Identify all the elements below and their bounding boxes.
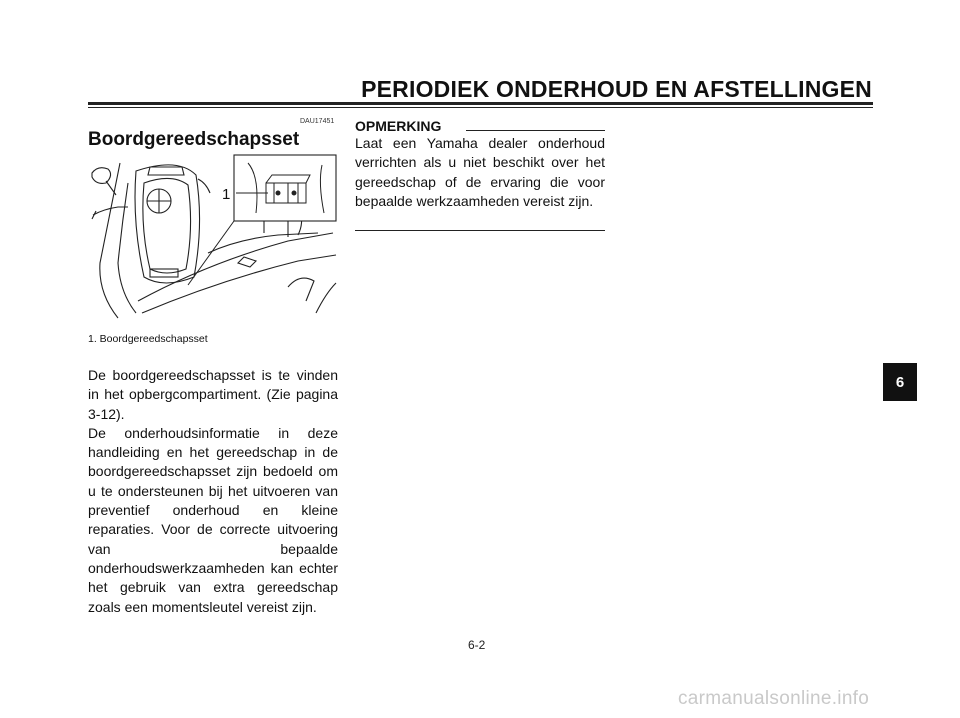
header-rule-thin xyxy=(88,107,873,108)
watermark: carmanualsonline.info xyxy=(678,688,870,709)
note-rule-top xyxy=(466,130,605,131)
header-rule-thick xyxy=(88,102,873,105)
toolkit-illustration xyxy=(88,153,338,323)
body-text xyxy=(88,366,338,617)
body-paragraph: De onderhoudsinformatie in deze handleiding en het gereedschap in de boordgereedschapsset zijn bedoeld om u te ondersteunen bij het uitvoeren van preventief onderhoud en kleine reparaties. Voor de correcte uitvoering van bepaalde onderhoudswerkzaamheden kan echter het gebruik van extra gereedschap zoals een momentsleutel vereist zijn. xyxy=(88,424,338,615)
document-code: DAU17451 xyxy=(300,118,335,125)
note-title: OPMERKING xyxy=(355,118,442,134)
section-title: Boordgereedschapsset xyxy=(88,129,300,150)
body-paragraph: De boordgereedschapsset is te vinden in het opbergcompartiment. (Zie pagina 3-12). xyxy=(88,367,338,422)
page-number: 6-2 xyxy=(468,638,486,652)
callout-number: 1 xyxy=(222,186,231,203)
note-text: Laat een Yamaha dealer onderhoud verrichten als u niet beschikt over het gereedschap of de ervaring die voor bepaalde werkzaamheden vereist zijn. xyxy=(355,135,605,209)
chapter-tab: 6 xyxy=(883,363,917,401)
header-title: PERIODIEK ONDERHOUD EN AFSTELLINGEN xyxy=(361,76,872,102)
note-rule-bottom xyxy=(355,230,605,231)
figure-caption: 1. Boordgereedschapsset xyxy=(88,333,208,345)
